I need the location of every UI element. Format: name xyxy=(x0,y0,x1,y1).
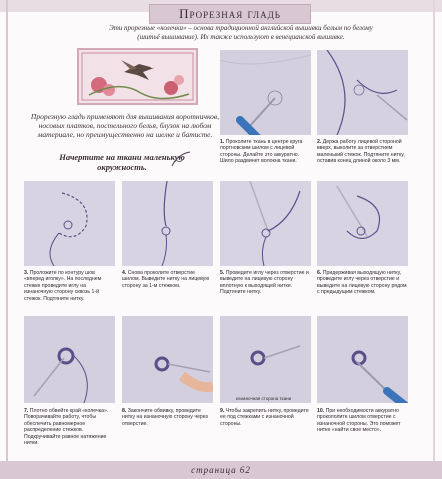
step-4-text: Снова проколите отверстие шилом. Выведите нитку на лицевую сторону за 1-м стежком. xyxy=(122,270,210,289)
needle-icon xyxy=(170,150,192,168)
step-8-photo xyxy=(122,316,213,403)
step-10-text: При необходимости аккуратно прокололите шилом отверстие с изнаночной стороны. Это поможет нитке «найти свое место». xyxy=(317,408,401,434)
step-3-caption xyxy=(24,270,116,302)
step-2-photo xyxy=(317,50,408,135)
step-1-text: Проколите ткань в центре круга портновским шилом с лицевой стороны. Делайте это аккуратно. Шило раздвинет волокна ткани. xyxy=(220,139,303,165)
step-6-caption xyxy=(317,270,409,296)
step-8-number: 8. xyxy=(122,408,127,414)
step-10-caption xyxy=(317,408,409,434)
step-6-text: Придерживая выходящую нитку, проведите иглу через отверстие и выведите на лицевую сторону рядом с предыдущим стежком. xyxy=(317,270,407,296)
applications-text: Прорезную гладь применяют для вышивания воротничков, носовых платков, постельного белья, блузок на любом материале, но преимущественно на шелке и батисте. xyxy=(30,112,220,139)
page-number: страница 62 xyxy=(191,465,251,475)
step-2-number: 2. xyxy=(317,139,322,145)
step-3-number: 3. xyxy=(24,270,29,276)
right-rule xyxy=(433,0,435,479)
step-8-text: Закончите обвивку, проведите нитку на изнаночную сторону через отверстие. xyxy=(122,408,208,427)
step-5-number: 5. xyxy=(220,270,225,276)
footer-band xyxy=(0,461,442,479)
intro-line-2: (шитьё вышивание). Их также используют в венецианской вышивке. xyxy=(137,33,345,41)
step-9-text: Чтобы закрепить нитку, проведите ее под стежками с изнаночной стороны. xyxy=(220,408,309,427)
title-box xyxy=(149,4,311,24)
step-5-photo xyxy=(220,181,311,266)
step-10-photo xyxy=(317,316,408,403)
step-2-text: Держа работу лицевой стороной вверх, выколите за отверстием маленький стежок. Подтяните нитку, оставив конец длиной около 3 мм. xyxy=(317,139,405,165)
step-9-number: 9. xyxy=(220,408,225,414)
step-5-caption xyxy=(220,270,312,296)
step-3-photo xyxy=(24,181,115,266)
step-7-photo xyxy=(24,316,115,403)
step-9-caption xyxy=(220,408,312,427)
step-7-caption xyxy=(24,408,116,446)
step-4-photo xyxy=(122,181,213,266)
step-7-number: 7. xyxy=(24,408,29,414)
step-4-number: 4. xyxy=(122,270,127,276)
step-10-number: 10. xyxy=(317,408,325,414)
step-2-caption xyxy=(317,139,409,165)
intro-line-1: Эти прорезные «колечки» – основа традиционной английской вышивки белым по белому xyxy=(109,24,373,32)
step-4-caption xyxy=(122,270,214,289)
start-note: Начертите на ткани маленькую окружность. xyxy=(59,152,185,172)
step-8-caption xyxy=(122,408,214,427)
intro xyxy=(56,24,426,42)
step-5-text: Проведите иглу через отверстие и выведите на лицевую сторону вплотную к выходящей нитке. Подтяните нитку. xyxy=(220,270,309,296)
step-6-photo xyxy=(317,181,408,266)
step-1-caption xyxy=(220,139,312,165)
step-3-text: Проложите по контуру шов «вперед иголку». На последнем стежке проведите иглу на изнаночную сторону сквозь 1-й стежок. Подтяните нитку. xyxy=(24,270,102,302)
reverse-side-label: изнаночная сторона ткани xyxy=(236,396,292,401)
step-1-photo xyxy=(220,50,311,135)
page-title: Прорезная гладь xyxy=(179,6,281,21)
step-6-number: 6. xyxy=(317,270,322,276)
left-rule xyxy=(6,0,8,479)
bird-vignette-image xyxy=(77,48,198,105)
step-1-number: 1. xyxy=(220,139,225,145)
step-7-text: Плотно обвейте край «колечка». Поворачивайте работу, чтобы обеспечить равномерное распределение стежков. Подкручивайте равное натяжение нитки. xyxy=(24,408,109,447)
step-9-photo xyxy=(220,316,311,403)
